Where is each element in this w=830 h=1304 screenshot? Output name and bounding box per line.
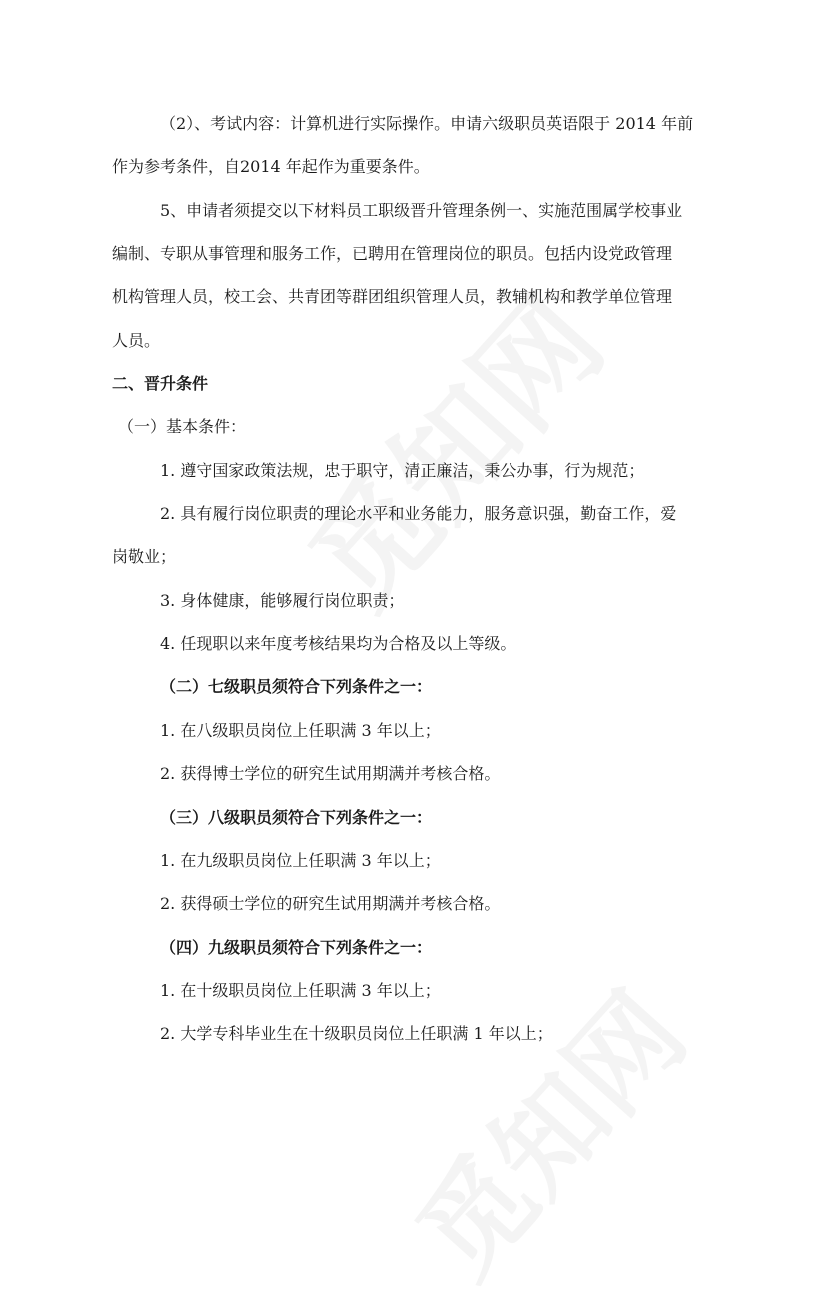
subsection-heading: （四）九级职员须符合下列条件之一： — [160, 938, 433, 957]
list-item: 2. 获得硕士学位的研究生试用期满并考核合格。 — [160, 894, 501, 913]
paragraph-line: 人员。 — [112, 331, 161, 350]
list-item: 1. 在九级职员岗位上任职满 3 年以上； — [160, 851, 441, 870]
paragraph-line: 编制、专职从事管理和服务工作，已聘用在管理岗位的职员。包括内设党政管理 — [112, 244, 673, 263]
subsection-heading: （二）七级职员须符合下列条件之一： — [160, 677, 433, 696]
list-item: 1. 在八级职员岗位上任职满 3 年以上； — [160, 721, 441, 740]
list-item: 1. 遵守国家政策法规，忠于职守，清正廉洁，秉公办事，行为规范； — [160, 461, 645, 480]
section-heading: 二、晋升条件 — [112, 374, 209, 393]
subsection-heading: （三）八级职员须符合下列条件之一： — [160, 808, 433, 827]
list-item-continuation: 岗敬业； — [112, 547, 177, 566]
list-item: 2. 具有履行岗位职责的理论水平和业务能力，服务意识强，勤奋工作，爱 — [160, 504, 677, 523]
watermark — [376, 954, 714, 1304]
paragraph-line: 机构管理人员，校工会、共青团等群团组织管理人员，教辅机构和教学单位管理 — [112, 287, 673, 306]
list-item: 2. 大学专科毕业生在十级职员岗位上任职满 1 年以上； — [160, 1024, 553, 1043]
subsection-heading: （一）基本条件： — [118, 417, 247, 436]
list-item: 3. 身体健康，能够履行岗位职责； — [160, 591, 405, 610]
paragraph-line: 5、申请者须提交以下材料员工职级晋升管理条例一、实施范围属学校事业 — [160, 201, 683, 220]
list-item: 1. 在十级职员岗位上任职满 3 年以上； — [160, 981, 441, 1000]
paragraph-line: 作为参考条件，自2014 年起作为重要条件。 — [112, 157, 430, 176]
list-item: 4. 任现职以来年度考核结果均为合格及以上等级。 — [160, 634, 517, 653]
watermark — [266, 255, 635, 638]
list-item: 2. 获得博士学位的研究生试用期满并考核合格。 — [160, 764, 501, 783]
paragraph-line: （2）、考试内容：计算机进行实际操作。申请六级职员英语限于 2014 年前 — [160, 114, 694, 133]
